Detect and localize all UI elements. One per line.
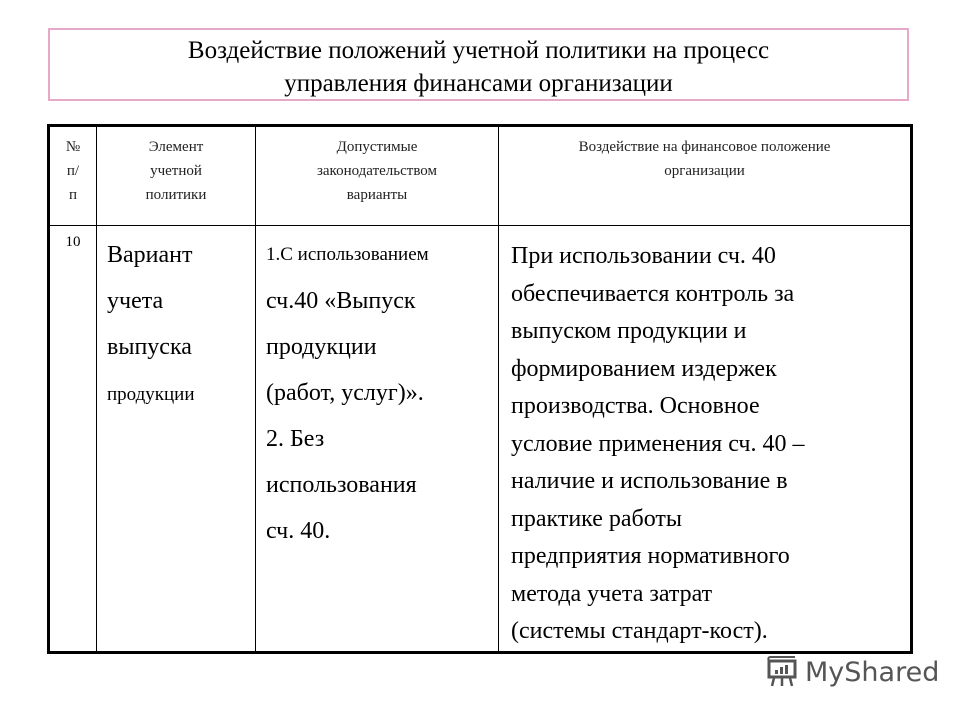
- slide-title: Воздействие положений учетной политики на процесс управления финансами организации: [48, 28, 909, 101]
- options-rest: сч.40 «Выпуск продукции (работ, услуг)». 2. Без использования сч. 40.: [266, 288, 424, 544]
- table-header-row: [49, 126, 912, 226]
- element-main: Вариант учета выпуска: [107, 242, 193, 360]
- row-options: [256, 226, 499, 653]
- header-number: № п/ п: [49, 126, 97, 226]
- watermark-text: MyShared: [805, 656, 940, 688]
- row-element: [97, 226, 256, 653]
- options-first: 1.С использованием: [266, 244, 429, 265]
- row-effect: При использовании сч. 40 обеспечивается контроль за выпуском продукции и формированием издержек производства. Основное условие применения сч. 40 – наличие и использование в практике работы предприятия нормативного метода учета затрат (системы стандарт-кост).: [499, 226, 912, 653]
- header-effect: Воздействие на финансовое положение организации: [499, 126, 912, 226]
- header-options: Допустимые законодательством варианты: [256, 126, 499, 226]
- element-small: продукции: [107, 384, 195, 405]
- row-number: 10: [49, 226, 97, 653]
- presentation-board-icon: [765, 655, 799, 689]
- myshared-watermark: [765, 655, 939, 689]
- table-row: [49, 226, 912, 653]
- header-element: Элемент учетной политики: [97, 126, 256, 226]
- accounting-policy-table: [47, 124, 913, 654]
